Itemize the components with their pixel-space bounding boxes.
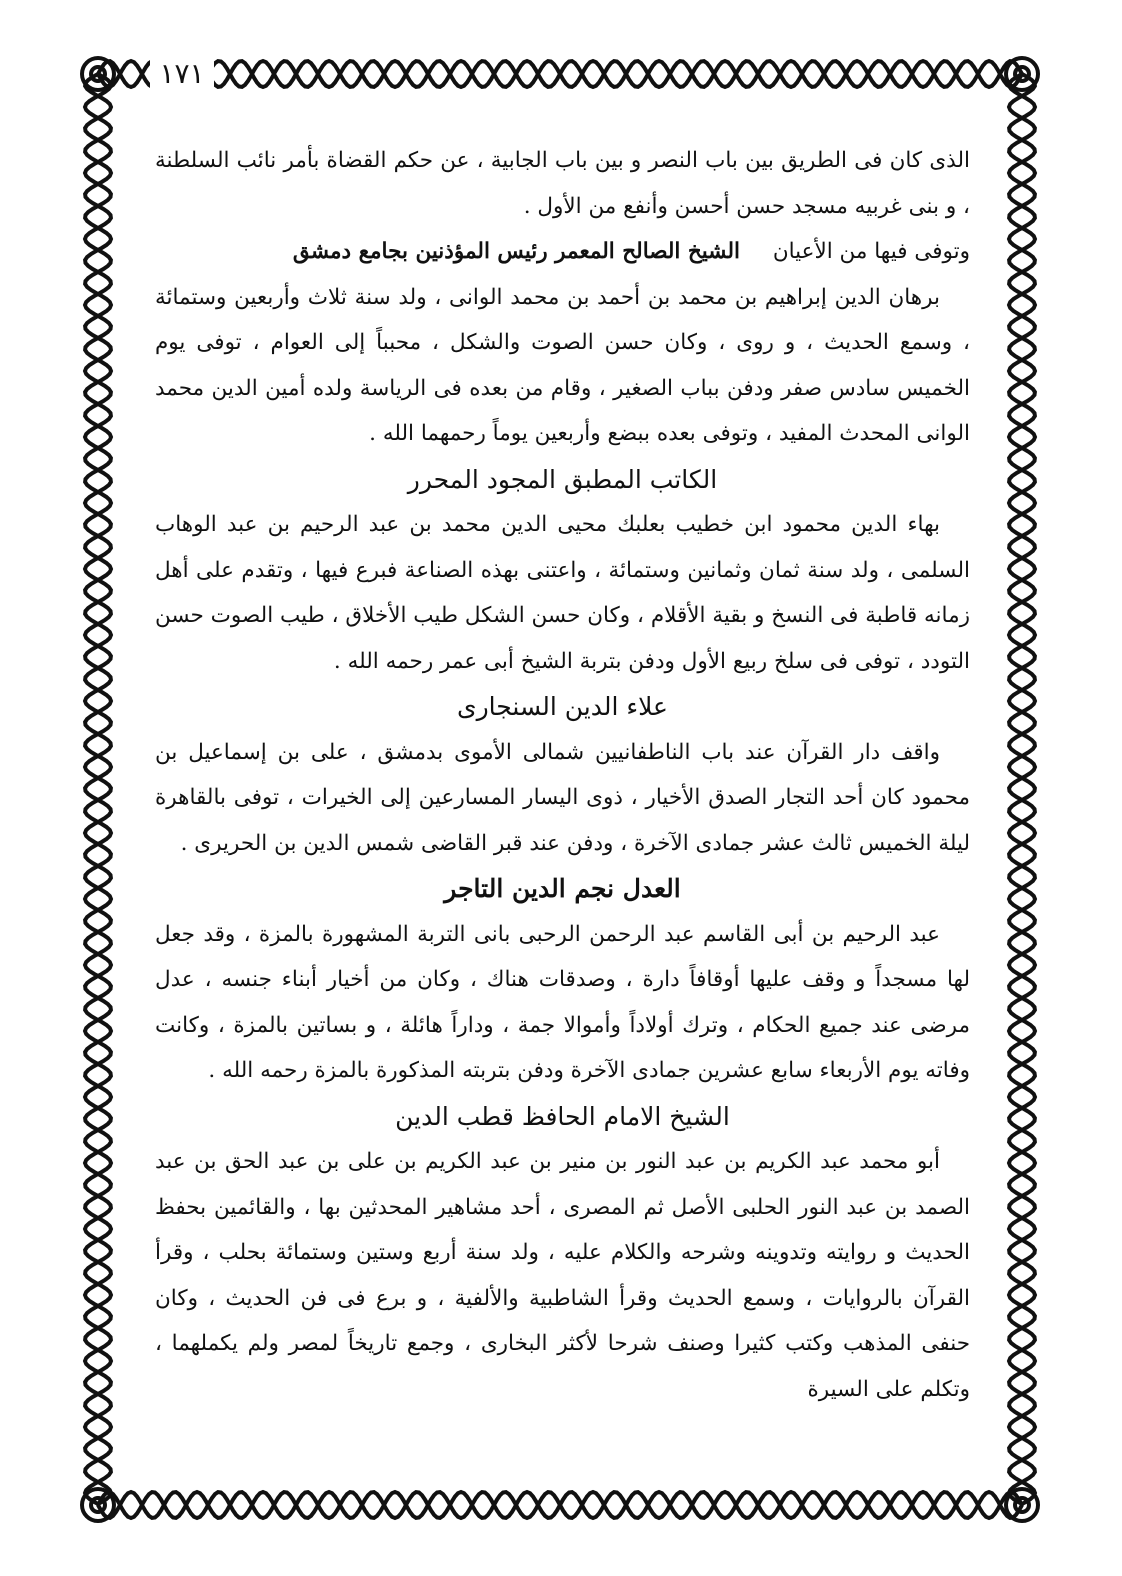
section-heading-4: الشيخ الامام الحافظ قطب الدين <box>395 1101 730 1131</box>
section-heading-1: الكاتب المطبق المجود المحرر <box>407 464 718 494</box>
section-heading-2: علاء الدين السنجارى <box>457 692 668 721</box>
paragraph-continuation: الذى كان فى الطريق بين باب النصر و بين باب الجابية ، عن حكم القضاة بأمر نائب السلطنة ، و بنى غربيه مسجد حسن أحسن وأنفع من الأول . <box>155 148 970 219</box>
death-subject: الشيخ الصالح المعمر رئيس المؤذنين بجامع دمشق <box>292 239 740 264</box>
paragraph-biography-4: عبد الرحيم بن أبى القاسم عبد الرحمن الرحبى بانى التربة المشهورة بالمزة ، وقد جعل لها مسجداً و وقف عليها أوقافاً دارة ، وصدقات هناك ، وكان من أخيار أبناء جنسه ، عدل مرضى عند جميع الحكام ، وترك أولاداً وأموالا جمة ، وداراً هائلة ، و بساتين بالمزة ، وكانت وفاته يوم الأربعاء سابع عشرين جمادى الآخرة ودفن بتربته المذكورة بالمزة رحمه الله . <box>155 921 970 1083</box>
page-number: ١٧١ <box>150 57 214 91</box>
section-heading-3: العدل نجم الدين التاجر <box>444 874 681 903</box>
paragraph-biography-2: بهاء الدين محمود ابن خطيب بعلبك محيى الدين محمد بن عبد الرحيم بن عبد الوهاب السلمى ، ولد سنة ثمان وثمانين وستمائة ، واعتنى بهذه الصناعة فبرع فيها ، وتقدم على أهل زمانه قاطبة فى النسخ و بقية الأقلام ، وكان حسن الشكل طيب الأخلاق ، طيب الصوت حسن التودد ، توفى فى سلخ ربيع الأول ودفن بتربة الشيخ أبى عمر رحمه الله . <box>155 512 970 674</box>
death-intro: وتوفى فيها من الأعيان <box>772 239 970 264</box>
paragraph-biography-1: برهان الدين إبراهيم بن محمد بن أحمد بن محمد الوانى ، ولد سنة ثلاث وأربعين وستمائة ، وسمع الحديث ، و روى ، وكان حسن الصوت والشكل ، محبباً إلى العوام ، توفى يوم الخميس سادس صفر ودفن بباب الصغير ، وقام من بعده فى الرياسة ولده أمين الدين محمد الوانى المحدث المفيد ، وتوفى بعده ببضع وأربعين يوماً رحمهما الله . <box>155 284 970 446</box>
page-body <box>155 138 970 1448</box>
death-notice-line <box>155 229 970 275</box>
paragraph-biography-5: أبو محمد عبد الكريم بن عبد النور بن منير بن عبد الكريم بن على بن عبد الحق بن عبد الصمد بن عبد النور الحلبى الأصل ثم المصرى ، أحد مشاهير المحدثين بها ، والقائمين بحفظ الحديث و روايته وتدوينه وشرحه والكلام عليه ، ولد سنة أربع وستين وستمائة بحلب ، وقرأ القرآن بالروايات ، وسمع الحديث وقرأ الشاطبية والألفية ، و برع فى فن الحديث ، وكان حنفى المذهب وكتب كثيرا وصنف شرحا لأكثر البخارى ، وجمع تاريخاً لمصر ولم يكملهما ، وتكلم على السيرة <box>155 1149 970 1402</box>
paragraph-biography-3: واقف دار القرآن عند باب الناطفانيين شمالى الأموى بدمشق ، على بن إسماعيل بن محمود كان أحد التجار الصدق الأخيار ، ذوى اليسار المسارعين إلى الخيرات ، توفى بالقاهرة ليلة الخميس ثالث عشر جمادى الآخرة ، ودفن عند قبر القاضى شمس الدين بن الحريرى . <box>155 739 970 856</box>
